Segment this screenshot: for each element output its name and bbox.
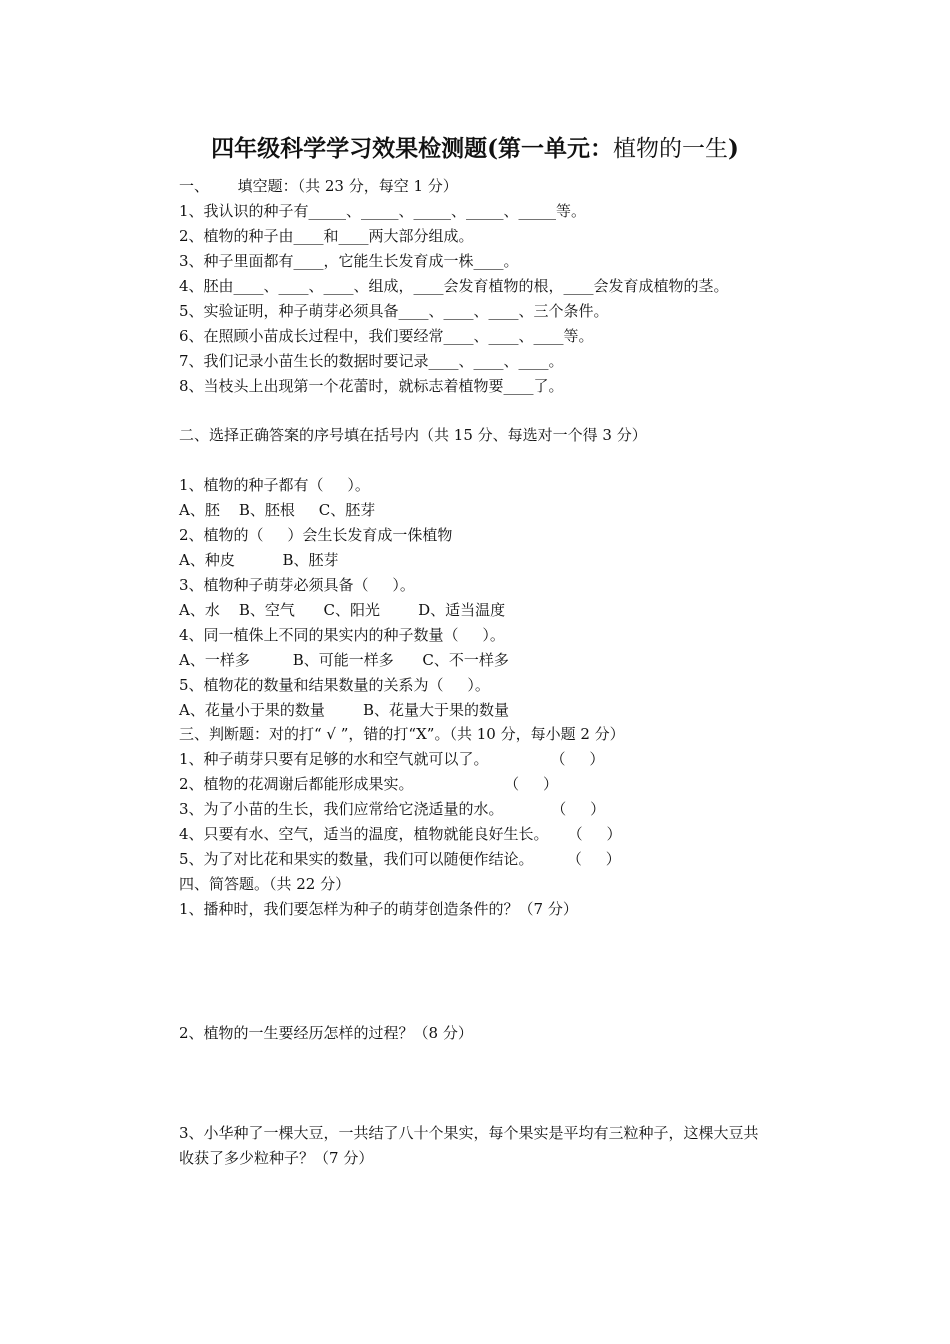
fill-question-2: 2、植物的种子由____和____两大部分组成。	[179, 227, 474, 245]
fill-question-3: 3、种子里面都有____，它能生长发育成一株____。	[179, 252, 519, 270]
choice-question-5: 5、植物花的数量和结果数量的关系为（ ）。	[179, 676, 490, 694]
fill-question-7: 7、我们记录小苗生长的数据时要记录____、____、____。	[179, 352, 564, 370]
choice-question-2: 2、植物的（ ）会生长发育成一侏植物	[179, 526, 453, 544]
page-title	[0, 131, 950, 167]
choice-options-4: A、一样多 B、可能一样多 C、不一样多	[179, 651, 509, 669]
short-answer-question-1: 1、播种时，我们要怎样为种子的萌芽创造条件的？（7 分）	[179, 900, 578, 918]
page-title-unit-name: 植物的一生	[613, 136, 728, 162]
judge-question-4: 4、只要有水、空气，适当的温度，植物就能良好生长。 （ ）	[179, 825, 622, 843]
section-4-heading: 四、简答题。（共 22 分）	[179, 875, 351, 893]
judge-question-3: 3、为了小苗的生长，我们应常给它浇适量的水。 （ ）	[179, 800, 606, 818]
section-2-heading: 二、选择正确答案的序号填在括号内（共 15 分、每选对一个得 3 分）	[179, 426, 647, 444]
short-answer-question-2: 2、植物的一生要经历怎样的过程？（8 分）	[179, 1024, 473, 1042]
section-3-heading: 三、判断题：对的打“ √ ”，错的打“X”。（共 10 分，每小题 2 分）	[179, 725, 625, 743]
short-answer-question-3: 3、小华种了一棵大豆，一共结了八十个果实，每个果实是平均有三粒种子，这棵大豆共	[179, 1124, 759, 1142]
choice-question-3: 3、植物种子萌芽必须具备（ ）。	[179, 576, 415, 594]
judge-question-2: 2、植物的花凋谢后都能形成果实。 （ ）	[179, 775, 558, 793]
section-1-heading: 一、 填空题：（共 23 分，每空 1 分）	[179, 177, 458, 195]
fill-question-8: 8、当枝头上出现第一个花蕾时，就标志着植物要____了。	[179, 377, 564, 395]
choice-options-1: A、胚 B、胚根 C、胚芽	[179, 501, 376, 519]
fill-question-6: 6、在照顾小苗成长过程中，我们要经常____、____、____等。	[179, 327, 594, 345]
page-title-close: )	[728, 135, 739, 162]
choice-question-4: 4、同一植侏上不同的果实内的种子数量（ ）。	[179, 626, 505, 644]
choice-options-3: A、水 B、空气 C、阳光 D、适当温度	[179, 601, 506, 619]
choice-options-5: A、花量小于果的数量 B、花量大于果的数量	[179, 701, 510, 719]
choice-options-2: A、种皮 B、胚芽	[179, 551, 339, 569]
fill-question-5: 5、实验证明，种子萌芽必须具备____、____、____、三个条件。	[179, 302, 609, 320]
page-title-main: 四年级科学学习效果检测题(第一单元：	[211, 135, 613, 162]
judge-question-1: 1、种子萌芽只要有足够的水和空气就可以了。 （ ）	[179, 750, 605, 768]
choice-question-1: 1、植物的种子都有（ ）。	[179, 476, 370, 494]
fill-question-4: 4、胚由____、____、____、组成，____会发育植物的根，____会发育成植物的茎。	[179, 277, 729, 295]
short-answer-question-3-continued: 收获了多少粒种子？（7 分）	[179, 1149, 374, 1167]
judge-question-5: 5、为了对比花和果实的数量，我们可以随便作结论。 （ ）	[179, 850, 621, 868]
fill-question-1: 1、我认识的种子有_____、_____、_____、_____、_____等。	[179, 202, 587, 220]
